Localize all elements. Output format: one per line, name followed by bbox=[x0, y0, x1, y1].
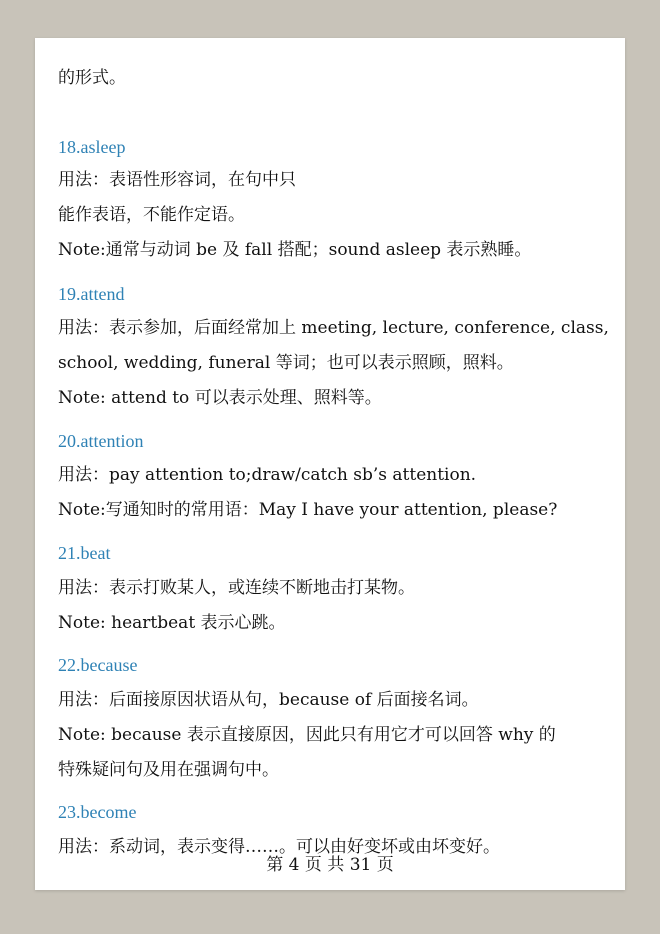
entry-line: 用法：表语性形容词，在句中只 bbox=[58, 170, 296, 190]
entry-line: Note:通常与动词 be 及 fall 搭配；sound asleep 表示熟睡。 bbox=[58, 240, 532, 260]
entry-line: Note:写通知时的常用语：May I have your attention, please? bbox=[58, 500, 558, 520]
entry-line: 用法：表示参加，后面经常加上 meeting, lecture, conference, class, bbox=[58, 318, 609, 338]
entry-heading-attention: 20.attention bbox=[58, 431, 144, 451]
entry-line: 用法：系动词，表示变得……。可以由好变坏或由坏变好。 bbox=[58, 837, 500, 857]
entry-line: school, wedding, funeral 等词；也可以表示照顾，照料。 bbox=[58, 353, 514, 373]
entry-heading-because: 22.because bbox=[58, 655, 138, 675]
document-page bbox=[35, 38, 625, 890]
entry-line: Note: attend to 可以表示处理、照料等。 bbox=[58, 388, 382, 408]
entry-line: Note: because 表示直接原因，因此只有用它才可以回答 why 的 bbox=[58, 725, 556, 745]
entry-line: 用法：pay attention to;draw/catch sb’s attention. bbox=[58, 465, 477, 485]
page-number: 第 4 页 共 31 页 bbox=[266, 855, 394, 875]
entry-heading-attend: 19.attend bbox=[58, 284, 125, 304]
entry-line: 用法：后面接原因状语从句，because of 后面接名词。 bbox=[58, 690, 479, 710]
entry-heading-asleep: 18.asleep bbox=[58, 137, 126, 157]
entry-heading-become: 23.become bbox=[58, 802, 137, 822]
intro-text: 的形式。 bbox=[58, 68, 126, 88]
entry-line: 用法：表示打败某人，或连续不断地击打某物。 bbox=[58, 578, 415, 598]
entry-heading-beat: 21.beat bbox=[58, 543, 111, 563]
entry-line: 特殊疑问句及用在强调句中。 bbox=[58, 760, 279, 780]
entry-line: 能作表语，不能作定语。 bbox=[58, 205, 245, 225]
entry-line: Note: heartbeat 表示心跳。 bbox=[58, 613, 286, 633]
